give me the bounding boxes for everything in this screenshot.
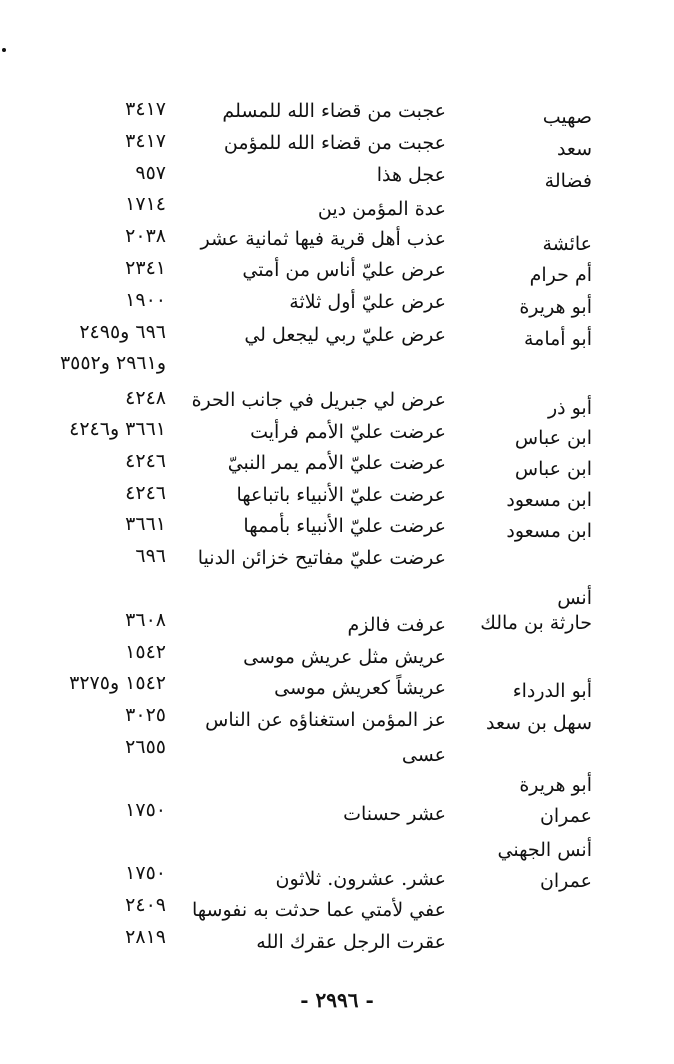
reference-cell: ٣٦٦١ و٤٢٤٦	[69, 418, 166, 440]
hadith-cell: عجبت من قضاء الله للمؤمن	[223, 132, 446, 154]
page-number: - ٢٩٩٦ -	[300, 988, 374, 1012]
hadith-cell: عز المؤمن استغناؤه عن الناس	[205, 709, 446, 731]
hadith-cell: عرض لي جبريل في جانب الحرة	[191, 389, 446, 411]
narrator-cell: ابن مسعود	[506, 520, 592, 542]
hadith-cell: عسى	[401, 744, 446, 766]
reference-cell: ٢٣٤١	[125, 257, 166, 279]
reference-cell: ٢٦٥٥	[125, 736, 166, 758]
reference-cell: ١٧١٤	[125, 193, 166, 215]
reference-cell: ١٥٤٢	[125, 641, 166, 663]
reference-cell: ٤٢٤٦	[125, 482, 166, 504]
narrator-cell: ابن عباس	[514, 458, 592, 480]
narrator-cell: سعد	[556, 138, 592, 160]
hadith-cell: عرض عليّ ربي ليجعل لي	[244, 324, 446, 346]
hadith-cell: عشر حسنات	[343, 803, 446, 825]
narrator-cell: أبو ذر	[547, 397, 592, 419]
reference-cell: ٤٢٤٨	[125, 387, 166, 409]
hadith-cell: عذب أهل قرية فيها ثمانية عشر	[200, 228, 446, 250]
reference-cell: و٢٩٦١ و٣٥٥٢	[59, 352, 166, 374]
hadith-cell: عريشاً كعريش موسى	[274, 677, 446, 699]
reference-cell: ٦٩٦ و٢٤٩٥	[79, 321, 166, 343]
narrator-cell: أنس الجهني	[497, 839, 592, 861]
hadith-cell: عقرت الرجل عقرك الله	[256, 931, 446, 953]
narrator-cell: عمران	[539, 805, 592, 827]
reference-cell: ٢٨١٩	[125, 926, 166, 948]
narrator-cell: عمران	[539, 870, 592, 892]
narrator-cell: عائشة	[542, 233, 592, 255]
narrator-cell: سهل بن سعد	[486, 712, 592, 734]
narrator-cell: أم حرام	[529, 264, 592, 286]
narrator-cell: أبو الدرداء	[512, 680, 592, 702]
narrator-cell: فضالة	[544, 170, 592, 192]
narrator-cell: ابن عباس	[514, 427, 592, 449]
hadith-cell: عفي لأمتي عما حدثت به نفوسها	[192, 899, 446, 921]
hadith-cell: عرضت عليّ الأنبياء بأممها	[243, 515, 446, 537]
hadith-cell: عرضت عليّ الأنبياء باتباعها	[236, 484, 446, 506]
reference-cell: ١٧٥٠	[125, 862, 166, 884]
narrator-cell: ابن مسعود	[506, 489, 592, 511]
hadith-cell: عريش مثل عريش موسى	[243, 646, 446, 668]
hadith-cell: عرضت عليّ مفاتيح خزائن الدنيا	[197, 547, 446, 569]
reference-cell: ٤٢٤٦	[125, 450, 166, 472]
hadith-cell: عجل هذا	[376, 164, 446, 186]
reference-cell: ٣٠٢٥	[125, 704, 166, 726]
reference-cell: ١٩٠٠	[125, 289, 166, 311]
hadith-cell: عشر. عشرون. ثلاثون	[275, 868, 446, 890]
narrator-cell: حارثة بن مالك	[480, 612, 592, 634]
reference-cell: ١٥٤٢ و٣٢٧٥	[69, 672, 166, 694]
hadith-cell: عجبت من قضاء الله للمسلم	[222, 100, 446, 122]
reference-cell: ١٧٥٠	[125, 799, 166, 821]
narrator-cell: أنس	[557, 587, 592, 609]
reference-cell: ٢٤٠٩	[125, 894, 166, 916]
narrator-cell: أبو هريرة	[519, 774, 592, 796]
reference-cell: ٩٥٧	[135, 162, 166, 184]
reference-cell: ٣٤١٧	[125, 130, 166, 152]
reference-cell: ٢٠٣٨	[125, 225, 166, 247]
reference-cell: ٣٦٠٨	[125, 609, 166, 631]
hadith-cell: عرض عليّ أناس من أمتي	[242, 259, 446, 281]
narrator-cell: أبو أمامة	[523, 328, 592, 350]
hadith-cell: عرضت عليّ الأمم يمر النبيّ	[227, 452, 446, 474]
reference-cell: ٦٩٦	[135, 545, 166, 567]
narrator-cell: صهيب	[542, 106, 592, 128]
narrator-cell: أبو هريرة	[519, 296, 592, 318]
hadith-cell: عرفت فالزم	[347, 614, 446, 636]
hadith-cell: عدة المؤمن دين	[317, 198, 446, 220]
hadith-cell: عرضت عليّ الأمم فرأيت	[250, 421, 446, 443]
reference-cell: ٣٦٦١	[125, 513, 166, 535]
reference-cell: ٣٤١٧	[125, 98, 166, 120]
hadith-cell: عرض عليّ أول ثلاثة	[289, 291, 446, 313]
